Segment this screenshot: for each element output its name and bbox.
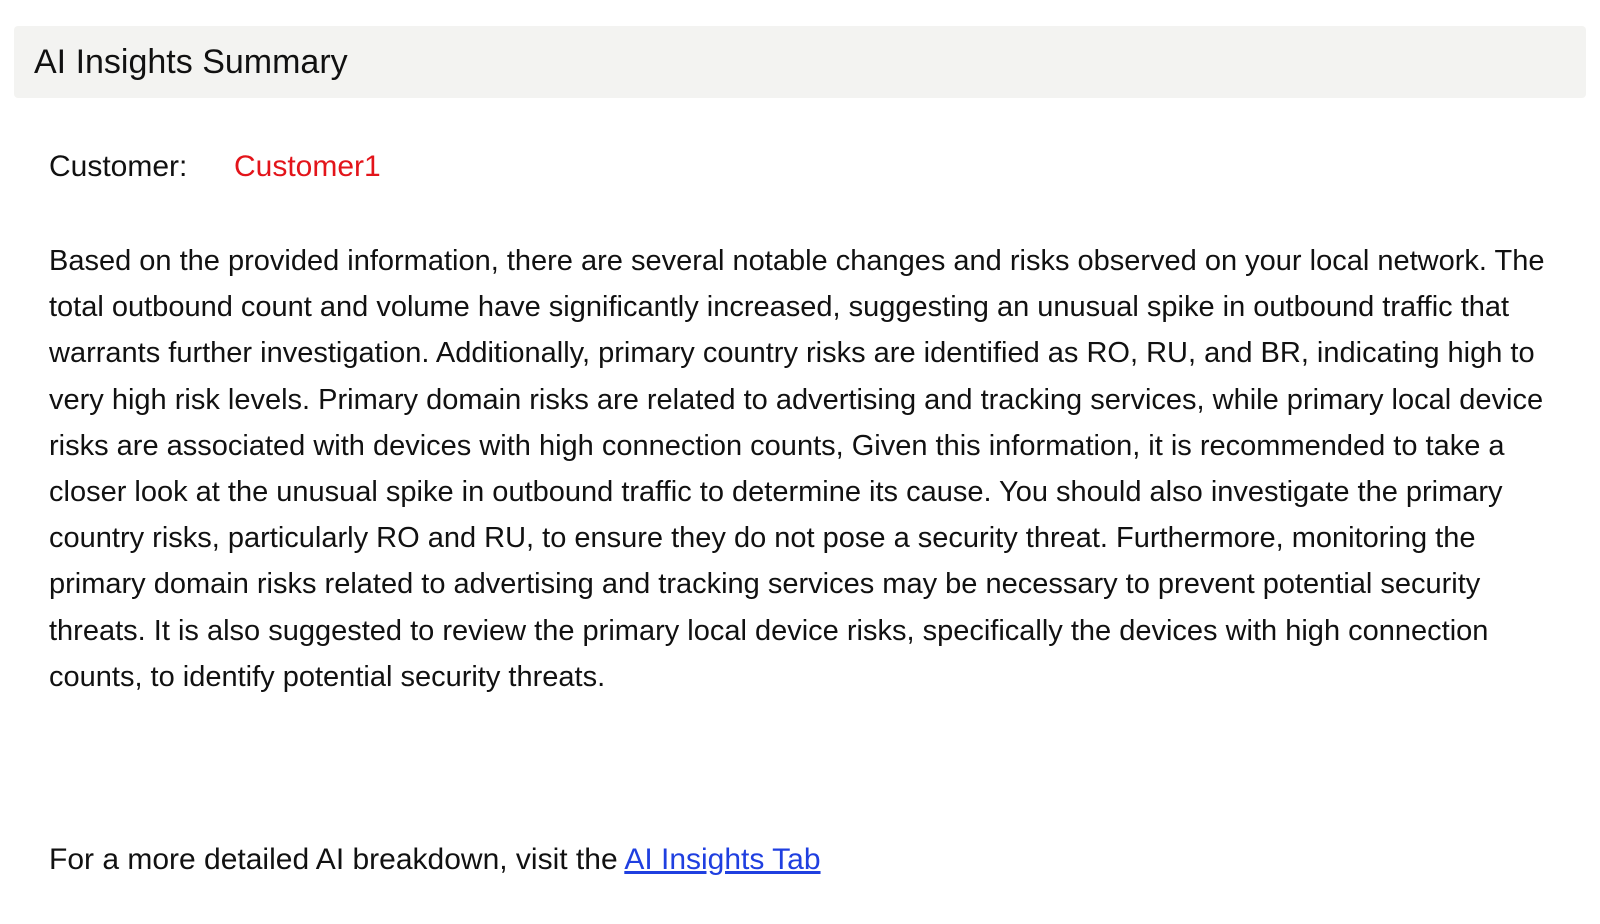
page-title: AI Insights Summary bbox=[34, 43, 348, 81]
ai-insights-tab-link[interactable]: AI Insights Tab bbox=[624, 843, 821, 876]
customer-label: Customer: bbox=[49, 150, 188, 183]
header-bar bbox=[14, 26, 1586, 98]
customer-name: Customer1 bbox=[234, 150, 381, 183]
summary-text: Based on the provided information, there are several notable changes and risks observed on your local network. The total outbound count and volume have significantly increased, suggesting an unusual spike in outbound traffic that warrants further investigation. Additionally, primary country risks are identified as RO, RU, and BR, indicating high to very high risk levels. Primary domain risks are related to advertising and tracking services, while primary local device risks are associated with devices with high connection counts, Given this information, it is recommended to take a closer look at the unusual spike in outbound traffic to determine its cause. You should also investigate the primary country risks, particularly RO and RU, to ensure they do not pose a security threat. Furthermore, monitoring the primary domain risks related to advertising and tracking services may be necessary to prevent potential security threats. It is also suggested to review the primary local device risks, specifically the devices with high connection counts, to identify potential security threats. bbox=[49, 245, 1545, 693]
footer-prefix-text: For a more detailed AI breakdown, visit the bbox=[49, 843, 625, 876]
customer-row bbox=[49, 145, 381, 189]
footer-line bbox=[49, 838, 821, 882]
